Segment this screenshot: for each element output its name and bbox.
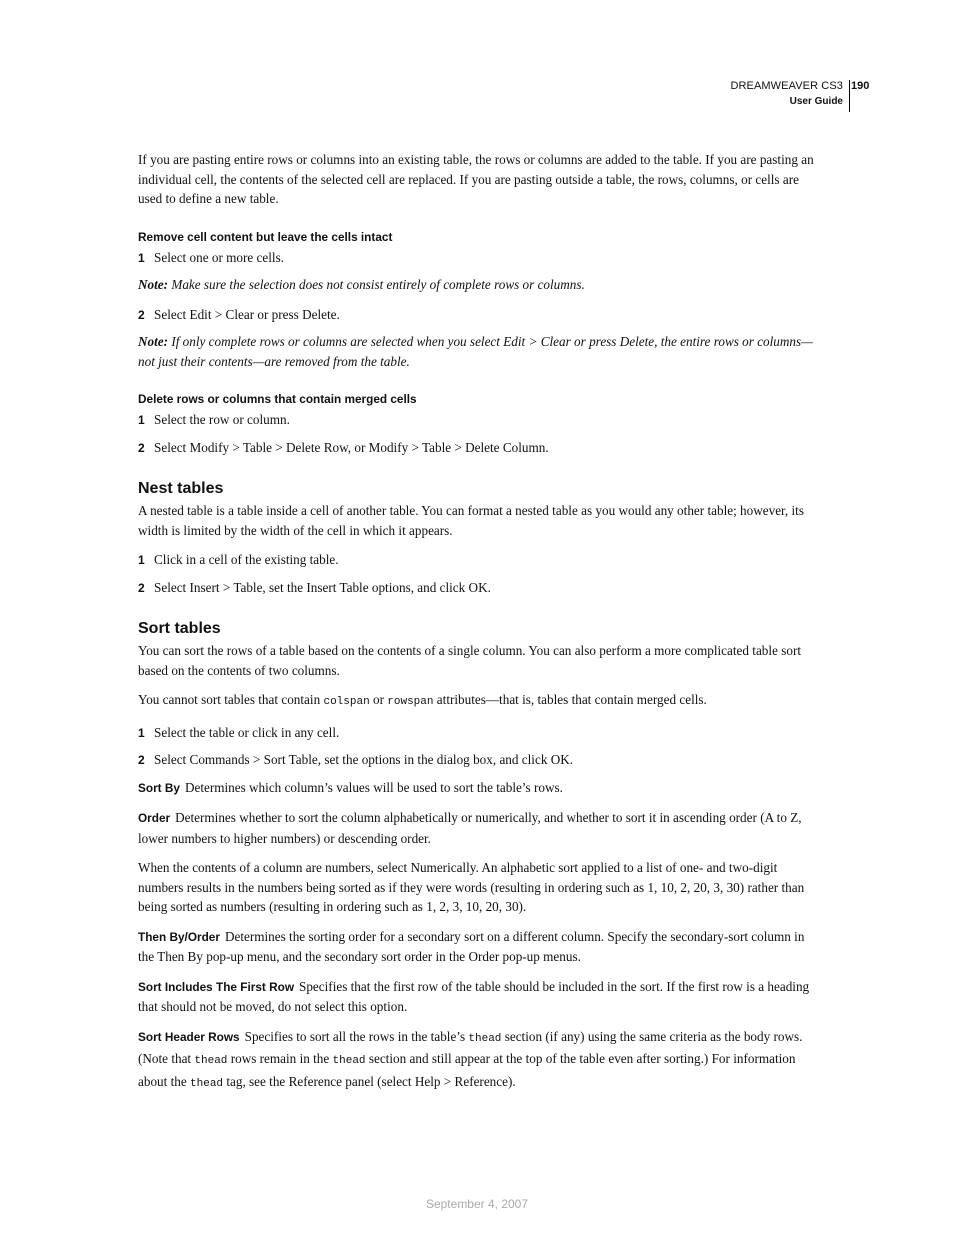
code-colspan: colspan — [323, 696, 370, 708]
sort-step-1 — [138, 723, 818, 744]
text-run: section and still appear at the top of the table even after sorting.) For information about the — [138, 1051, 796, 1089]
order-definition — [138, 808, 818, 848]
step-text: Select Commands > Sort Table, set the options in the dialog box, and click OK. — [154, 752, 574, 767]
note-text: If only complete rows or columns are selected when you select Edit > Clear or press Delete, the entire rows or columns—not just their contents—are removed from the table. — [138, 334, 813, 369]
text-run: You cannot sort tables that contain — [138, 692, 324, 707]
step-text: Select the row or column. — [154, 412, 290, 427]
note-label: Note: — [138, 334, 169, 349]
thenby-definition — [138, 927, 818, 967]
sort-paragraph-2 — [138, 690, 818, 713]
term-label: Order — [138, 811, 171, 825]
includes-first-row-definition — [138, 977, 818, 1017]
footer-date: September 4, 2007 — [425, 1197, 529, 1211]
term-text: Determines the sorting order for a secondary sort on a different column. Specify the secondary-sort column in the Then By pop-up menu, and the secondary sort order in the Order pop-up menus. — [138, 928, 805, 964]
page-content — [138, 150, 818, 1104]
step-text: Click in a cell of the existing table. — [154, 552, 339, 567]
sort-tables-heading: Sort tables — [138, 620, 221, 637]
step-text: Select one or more cells. — [154, 249, 284, 265]
delete-merged-heading: Delete rows or columns that contain merged cells — [138, 392, 417, 406]
sortby-definition — [138, 778, 818, 799]
text-run: tag, see the Reference panel (select Help > Reference). — [223, 1073, 516, 1089]
code-thead: thead — [332, 1055, 366, 1067]
step-number: 1 — [138, 413, 145, 427]
remove-note-1 — [138, 275, 818, 295]
nest-step-1 — [138, 550, 818, 571]
step-text: Select Insert > Table, set the Insert Table options, and click OK. — [154, 579, 491, 595]
remove-content-heading: Remove cell content but leave the cells intact — [138, 229, 393, 244]
code-thead: thead — [190, 1077, 224, 1090]
step-number: 2 — [138, 753, 145, 767]
term-text: Determines which column’s values will be used to sort the table’s rows. — [184, 779, 563, 795]
step-number: 1 — [138, 725, 145, 740]
term-text: Specifies that the first row of the table should be included in the sort. If the first row is a heading that should not be moved, do not select this option. — [138, 978, 810, 1014]
code-rowspan: rowspan — [387, 696, 434, 708]
page-number: 190 — [851, 80, 870, 92]
sort-paragraph-1: You can sort the rows of a table based on the contents of a single column. You can also perform a more complicated table sort based on the contents of two columns. — [138, 643, 801, 678]
remove-step-2 — [138, 305, 818, 326]
step-text: Select Edit > Clear or press Delete. — [154, 306, 340, 322]
delete-step-1 — [138, 410, 818, 431]
nest-step-2 — [138, 578, 818, 599]
text-run: Specifies to sort all the rows in the table’s — [244, 1028, 469, 1044]
text-run: section (if any) using the same criteria as the body rows. (Note that — [138, 1028, 803, 1066]
term-label: Sort By — [138, 780, 180, 795]
remove-step-1 — [138, 248, 818, 269]
note-label: Note: — [138, 277, 169, 292]
step-number: 1 — [138, 553, 145, 567]
sort-header-rows-definition — [138, 1027, 818, 1095]
term-label: Then By/Order — [138, 929, 220, 944]
nest-tables-heading: Nest tables — [138, 480, 224, 497]
sort-step-2 — [138, 750, 818, 771]
step-text: Select the table or click in any cell. — [154, 724, 340, 740]
step-number: 1 — [138, 250, 145, 265]
nest-paragraph: A nested table is a table inside a cell of another table. You can format a nested table as you would any other table; however, its width is limited by the width of the cell in which it appears. — [138, 503, 804, 538]
code-thead: thead — [468, 1032, 502, 1045]
delete-step-2 — [138, 438, 818, 459]
note-text: Make sure the selection does not consist entirely of complete rows or columns. — [171, 277, 585, 292]
step-number: 2 — [138, 307, 145, 322]
step-number: 2 — [138, 580, 145, 595]
step-text: Select Modify > Table > Delete Row, or Modify > Table > Delete Column. — [154, 439, 549, 455]
remove-note-2 — [138, 332, 818, 371]
intro-paragraph: If you are pasting entire rows or columns into an existing table, the rows or columns are added to the table. If you are pasting an individual cell, the contents of the selected cell are replaced. If you are pasting outside a table, the rows, columns, or cells are used to define a new table. — [138, 152, 814, 206]
running-header — [730, 78, 843, 110]
text-run: attributes—that is, tables that contain merged cells. — [433, 692, 707, 707]
text-run: rows remain in the — [227, 1051, 333, 1066]
step-number: 2 — [138, 440, 145, 455]
product-name: DREAMWEAVER CS3 — [730, 80, 843, 92]
code-thead: thead — [194, 1055, 228, 1067]
numbers-paragraph: When the contents of a column are numbers, select Numerically. An alphabetic sort applied to a list of one- and two-digit numbers results in the numbers being sorted as if they were words (resulting in ordering such as 1, 10, 2, 20, 3, 30) rather than being sorted as numbers (resulting in ordering such as 1, 2, 3, 10, 20, 30). — [138, 860, 805, 914]
text-run: or — [369, 692, 388, 707]
guide-title: User Guide — [789, 96, 843, 107]
term-text: Determines whether to sort the column alphabetically or numerically, and whether to sort it in ascending order (A to Z, lower numbers to higher numbers) or descending order. — [138, 810, 802, 846]
header-divider — [849, 80, 850, 112]
term-label: Sort Header Rows — [138, 1029, 240, 1044]
term-label: Sort Includes The First Row — [138, 979, 294, 994]
